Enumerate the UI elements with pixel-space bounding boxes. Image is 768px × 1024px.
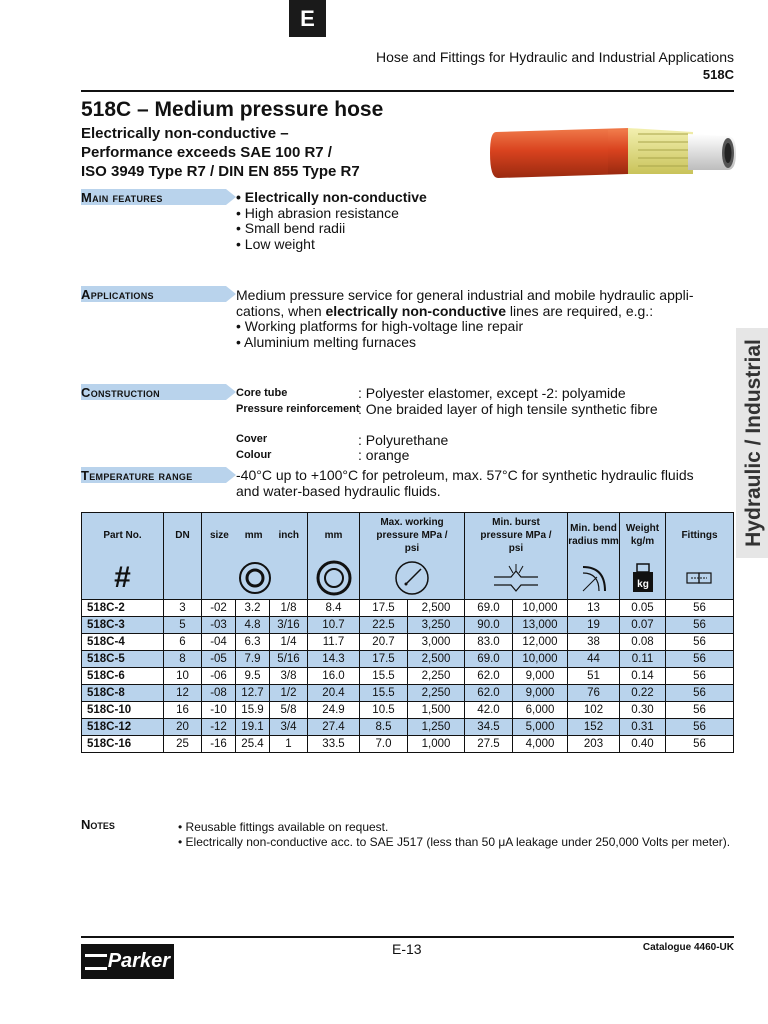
header-inner-diameter <box>202 513 308 600</box>
table-cell: 203 <box>568 736 620 753</box>
application-item: • Working platforms for high-voltage line repair <box>236 318 524 334</box>
table-cell: 56 <box>666 685 734 702</box>
table-cell: 152 <box>568 719 620 736</box>
construction-value-colour: : orange <box>358 447 410 463</box>
part-number-cell: 518C-16 <box>82 736 164 753</box>
notes-label: Notes <box>81 817 115 832</box>
table-cell: -08 <box>202 685 236 702</box>
notes-list <box>178 820 738 849</box>
table-row <box>82 651 734 668</box>
table-cell: 3/16 <box>270 617 308 634</box>
note-item: • Reusable fittings available on request. <box>178 820 389 834</box>
table-cell: 7.0 <box>360 736 408 753</box>
table-cell: -12 <box>202 719 236 736</box>
applications-line: cations, when electrically non-conductive lines are required, e.g.: <box>236 302 654 319</box>
table-cell: 56 <box>666 651 734 668</box>
table-cell: 0.22 <box>620 685 666 702</box>
subtitle-line: ISO 3949 Type R7 / DIN EN 855 Type R7 <box>81 163 360 180</box>
table-cell: 10.7 <box>308 617 360 634</box>
part-number-cell: 518C-2 <box>82 600 164 617</box>
construction-value-core-tube: : Polyester elastomer, except -2: polyamide <box>358 385 626 401</box>
catalogue-number: Catalogue 4460-UK <box>642 942 734 953</box>
table-cell: 0.40 <box>620 736 666 753</box>
fitting-icon <box>685 570 715 586</box>
table-cell: 8.4 <box>308 600 360 617</box>
part-number-cell: 518C-3 <box>82 617 164 634</box>
feature-item: • Electrically non-conductive <box>236 189 427 205</box>
table-cell: 1/8 <box>270 600 308 617</box>
temperature-line: and water-based hydraulic fluids. <box>236 482 441 499</box>
table-cell: 9,000 <box>513 668 568 685</box>
table-cell: 62.0 <box>465 668 513 685</box>
header-mm: mm <box>244 529 263 541</box>
table-row <box>82 685 734 702</box>
table-cell: 76 <box>568 685 620 702</box>
construction-key-reinforcement: Pressure reinforcement <box>236 403 360 415</box>
table-cell: 16 <box>164 702 202 719</box>
section-tab-e: E <box>289 0 326 37</box>
temperature-text <box>236 468 694 499</box>
table-cell: 3.2 <box>236 600 270 617</box>
table-cell: 0.11 <box>620 651 666 668</box>
hash-icon: # <box>114 561 131 594</box>
feature-item: • High abrasion resistance <box>236 204 399 221</box>
burst-hose-icon <box>491 563 541 593</box>
table-cell: 20 <box>164 719 202 736</box>
table-cell: 13 <box>568 600 620 617</box>
table-cell: 13,000 <box>513 617 568 634</box>
table-cell: 10.5 <box>360 702 408 719</box>
table-cell: 0.30 <box>620 702 666 719</box>
table-cell: 10,000 <box>513 600 568 617</box>
construction-value-cover: : Polyurethane <box>358 432 449 448</box>
table-cell: 15.5 <box>360 668 408 685</box>
table-cell: 56 <box>666 668 734 685</box>
table-cell: 20.7 <box>360 634 408 651</box>
applications-text <box>236 288 694 350</box>
table-cell: 1/4 <box>270 634 308 651</box>
orange-hose-cutaway-image <box>488 122 738 184</box>
table-cell: 1,000 <box>408 736 465 753</box>
table-cell: 7.9 <box>236 651 270 668</box>
part-number-cell: 518C-4 <box>82 634 164 651</box>
page-title: 518C – Medium pressure hose <box>81 98 384 121</box>
applications-label: Applications <box>81 286 231 302</box>
table-cell: 69.0 <box>465 600 513 617</box>
table-cell: 6,000 <box>513 702 568 719</box>
table-cell: 3/4 <box>270 719 308 736</box>
header-inch: inch <box>278 529 300 541</box>
table-row <box>82 600 734 617</box>
table-cell: 2,250 <box>408 668 465 685</box>
table-cell: 27.4 <box>308 719 360 736</box>
applications-line: Medium pressure service for general industrial and mobile hydraulic appli- <box>236 287 694 303</box>
table-cell: 62.0 <box>465 685 513 702</box>
svg-text:kg: kg <box>636 579 649 590</box>
table-cell: 3,250 <box>408 617 465 634</box>
table-cell: 11.7 <box>308 634 360 651</box>
table-cell: 10 <box>164 668 202 685</box>
table-cell: 2,500 <box>408 600 465 617</box>
table-cell: 56 <box>666 600 734 617</box>
table-cell: 83.0 <box>465 634 513 651</box>
construction-key-core-tube: Core tube <box>236 387 288 399</box>
table-cell: 17.5 <box>360 600 408 617</box>
table-cell: -06 <box>202 668 236 685</box>
weight-icon <box>631 563 655 593</box>
header-burst-pressure: Min. burst pressure MPa / psi <box>465 513 568 600</box>
construction-key-cover: Cover <box>236 433 268 445</box>
table-cell: 1/2 <box>270 685 308 702</box>
part-number-cell: 518C-6 <box>82 668 164 685</box>
construction-label: Construction <box>81 384 231 400</box>
table-cell: 24.9 <box>308 702 360 719</box>
footer-divider <box>81 936 734 938</box>
table-cell: 42.0 <box>465 702 513 719</box>
subtitle-line: Electrically non-conductive – <box>81 125 289 142</box>
temperature-label: Temperature range <box>81 467 231 483</box>
table-cell: -16 <box>202 736 236 753</box>
table-cell: 9,000 <box>513 685 568 702</box>
table-cell: 51 <box>568 668 620 685</box>
table-cell: 0.07 <box>620 617 666 634</box>
table-cell: 56 <box>666 634 734 651</box>
table-cell: 19.1 <box>236 719 270 736</box>
part-number-cell: 518C-8 <box>82 685 164 702</box>
table-cell: 33.5 <box>308 736 360 753</box>
table-cell: 17.5 <box>360 651 408 668</box>
header-fittings: Fittings <box>666 513 734 600</box>
table-cell: -05 <box>202 651 236 668</box>
table-cell: 2,250 <box>408 685 465 702</box>
table-cell: 8 <box>164 651 202 668</box>
table-cell: 5,000 <box>513 719 568 736</box>
table-cell: 8.5 <box>360 719 408 736</box>
table-cell: 19 <box>568 617 620 634</box>
table-cell: 0.05 <box>620 600 666 617</box>
table-cell: 27.5 <box>465 736 513 753</box>
table-cell: -03 <box>202 617 236 634</box>
table-cell: 12,000 <box>513 634 568 651</box>
part-number-cell: 518C-5 <box>82 651 164 668</box>
table-cell: -02 <box>202 600 236 617</box>
temperature-line: -40°C up to +100°C for petroleum, max. 57°C for synthetic hydraulic fluids <box>236 467 694 483</box>
table-cell: 14.3 <box>308 651 360 668</box>
table-row <box>82 702 734 719</box>
header-dn: DN <box>164 513 202 600</box>
table-cell: 5/16 <box>270 651 308 668</box>
table-cell: 5/8 <box>270 702 308 719</box>
note-item: • Electrically non-conductive acc. to SAE J517 (less than 50 μA leakage under 250,000 Volts per meter). <box>178 834 731 849</box>
table-row <box>82 668 734 685</box>
side-category-label: Hydraulic / Industrial <box>742 339 765 547</box>
table-cell: 20.4 <box>308 685 360 702</box>
table-row <box>82 736 734 753</box>
table-cell: 3 <box>164 600 202 617</box>
header-working-pressure: Max. working pressure MPa / psi <box>360 513 465 600</box>
table-cell: 22.5 <box>360 617 408 634</box>
table-cell: 1 <box>270 736 308 753</box>
application-item: • Aluminium melting furnaces <box>236 333 416 350</box>
table-cell: 0.14 <box>620 668 666 685</box>
main-features-list <box>236 190 427 252</box>
specification-table <box>81 512 734 753</box>
table-cell: 25 <box>164 736 202 753</box>
table-cell: 34.5 <box>465 719 513 736</box>
subtitle-line: Performance exceeds SAE 100 R7 / <box>81 144 332 161</box>
header-title: Hose and Fittings for Hydraulic and Industrial Applications <box>376 49 734 65</box>
part-number-cell: 518C-10 <box>82 702 164 719</box>
table-cell: 56 <box>666 719 734 736</box>
table-row <box>82 617 734 634</box>
page-subtitle <box>81 124 360 181</box>
bend-radius-icon <box>577 561 611 595</box>
feature-item: • Low weight <box>236 235 315 252</box>
table-cell: 56 <box>666 736 734 753</box>
table-cell: 6 <box>164 634 202 651</box>
header-weight: Weight kg/m kg <box>620 513 666 600</box>
table-cell: 16.0 <box>308 668 360 685</box>
table-row <box>82 634 734 651</box>
table-cell: 5 <box>164 617 202 634</box>
table-cell: 3,000 <box>408 634 465 651</box>
table-cell: 6.3 <box>236 634 270 651</box>
table-cell: 56 <box>666 617 734 634</box>
table-cell: 1,500 <box>408 702 465 719</box>
table-row <box>82 719 734 736</box>
header-product-code: 518C <box>702 67 734 82</box>
feature-item: • Small bend radii <box>236 220 346 236</box>
parker-logo: Parker <box>81 944 174 979</box>
header-bend-radius: Min. bend radius mm <box>568 513 620 600</box>
inner-diameter-icon <box>238 561 272 595</box>
table-cell: 2,500 <box>408 651 465 668</box>
table-cell: 102 <box>568 702 620 719</box>
table-cell: 38 <box>568 634 620 651</box>
table-cell: -04 <box>202 634 236 651</box>
construction-value-reinforcement: : One braided layer of high tensile synthetic fibre <box>358 401 658 417</box>
pressure-gauge-icon <box>394 560 430 596</box>
side-category-tab <box>736 328 768 558</box>
construction-key-colour: Colour <box>236 449 272 461</box>
table-cell: 1,250 <box>408 719 465 736</box>
table-cell: 10,000 <box>513 651 568 668</box>
table-cell: 12 <box>164 685 202 702</box>
page-number: E-13 <box>392 941 422 957</box>
table-cell: 56 <box>666 702 734 719</box>
table-cell: 44 <box>568 651 620 668</box>
table-cell: 4,000 <box>513 736 568 753</box>
main-features-label: Main features <box>81 189 231 205</box>
table-cell: -10 <box>202 702 236 719</box>
table-cell: 4.8 <box>236 617 270 634</box>
header-size: size <box>209 529 229 541</box>
part-number-cell: 518C-12 <box>82 719 164 736</box>
outer-diameter-icon <box>316 560 352 596</box>
table-cell: 3/8 <box>270 668 308 685</box>
header-divider <box>81 90 734 92</box>
table-cell: 15.9 <box>236 702 270 719</box>
table-cell: 9.5 <box>236 668 270 685</box>
table-cell: 0.31 <box>620 719 666 736</box>
header-part-no: Part No. # <box>82 513 164 600</box>
table-cell: 15.5 <box>360 685 408 702</box>
header-outer-diameter: mm <box>308 513 360 600</box>
table-cell: 90.0 <box>465 617 513 634</box>
table-cell: 25.4 <box>236 736 270 753</box>
table-cell: 69.0 <box>465 651 513 668</box>
table-cell: 12.7 <box>236 685 270 702</box>
table-cell: 0.08 <box>620 634 666 651</box>
